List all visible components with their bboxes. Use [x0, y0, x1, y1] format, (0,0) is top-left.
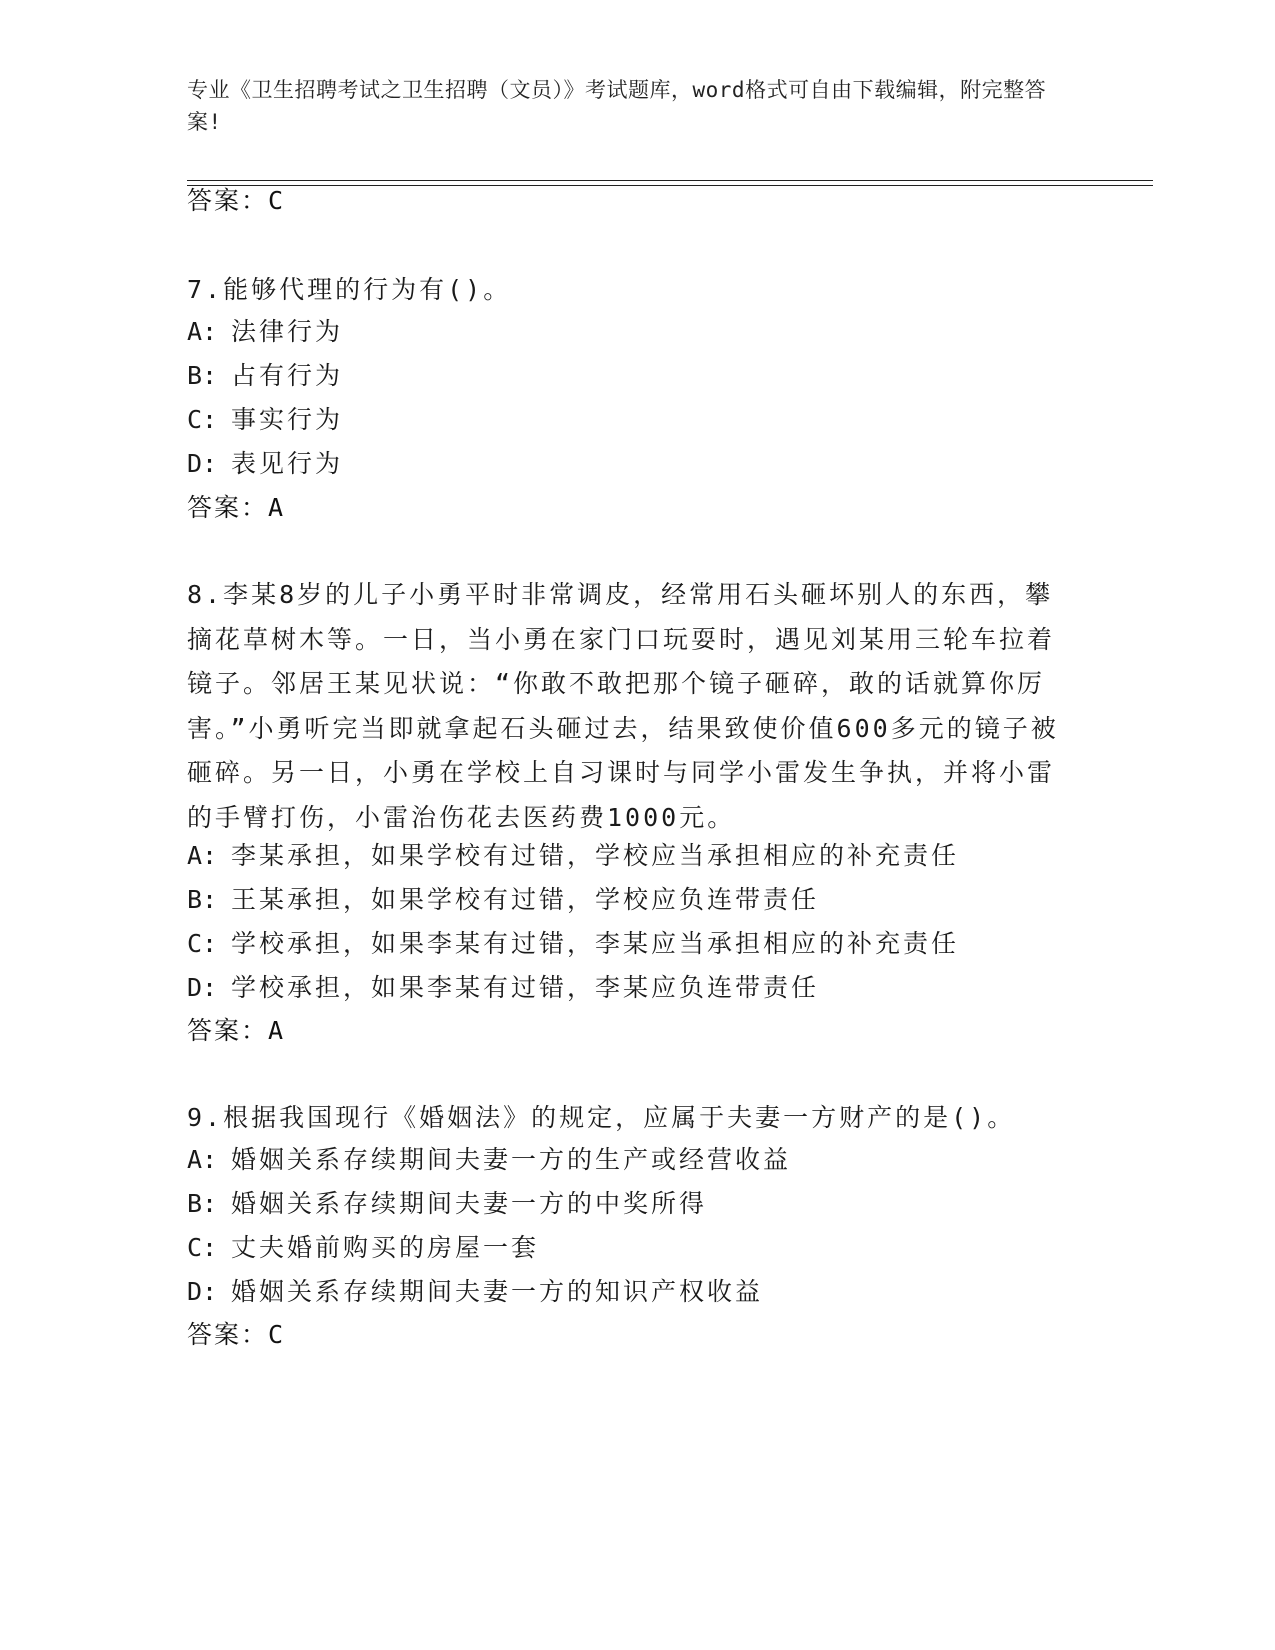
option-letter: A: [187, 1145, 218, 1174]
option-letter: B: [187, 885, 218, 914]
option-letter: D: [187, 449, 218, 478]
option-c [187, 403, 343, 437]
answer-line [187, 1014, 283, 1048]
option-c [187, 927, 959, 961]
answer-value: A [268, 493, 284, 522]
option-text: 占有行为 [231, 361, 344, 390]
answer-line [187, 1318, 283, 1352]
question-stem: 9.根据我国现行《婚姻法》的规定，应属于夫妻一方财产的是()。 [187, 1103, 1016, 1132]
option-text: 法律行为 [231, 317, 344, 346]
option-a [187, 1143, 791, 1177]
option-text: 婚姻关系存续期间夫妻一方的生产或经营收益 [231, 1145, 792, 1174]
option-letter: D: [187, 973, 218, 1002]
option-text: 事实行为 [231, 405, 344, 434]
option-letter: C: [187, 1233, 218, 1262]
option-letter: B: [187, 361, 218, 390]
option-text: 李某承担，如果学校有过错，学校应当承担相应的补充责任 [231, 841, 960, 870]
option-text: 学校承担，如果李某有过错，李某应当承担相应的补充责任 [231, 929, 960, 958]
answer-value: A [268, 1016, 284, 1045]
option-text: 丈夫婚前购买的房屋一套 [231, 1233, 540, 1262]
option-text: 婚姻关系存续期间夫妻一方的中奖所得 [231, 1189, 708, 1218]
option-d [187, 971, 819, 1005]
header-divider-top [187, 180, 1153, 181]
option-text: 王某承担，如果学校有过错，学校应负连带责任 [231, 885, 820, 914]
answer-label: 答案： [187, 186, 269, 215]
option-d [187, 1275, 763, 1309]
answer-value: C [268, 1320, 284, 1349]
option-text: 婚姻关系存续期间夫妻一方的知识产权收益 [231, 1277, 764, 1306]
option-letter: A: [187, 841, 218, 870]
answer-line [187, 491, 283, 525]
answer-line [187, 184, 283, 218]
option-text: 表见行为 [231, 449, 344, 478]
option-b [187, 359, 343, 393]
answer-value: C [268, 186, 284, 215]
option-a [187, 839, 959, 873]
option-letter: B: [187, 1189, 218, 1218]
question-stem: 7.能够代理的行为有()。 [187, 275, 512, 304]
option-b [187, 1187, 707, 1221]
answer-label: 答案： [187, 1320, 269, 1349]
option-letter: D: [187, 1277, 218, 1306]
question-stem: 8.李某8岁的儿子小勇平时非常调皮，经常用石头砸坏别人的东西，攀摘花草树木等。一日，当小勇在家门口玩耍时，遇见刘某用三轮车拉着镜子。邻居王某见状说：“你敢不敢把那个镜子砸碎，敢的话就算你厉害。”小勇听完当即就拿起石头砸过去，结果致使价值600多元的镜子被砸碎。另一日，小勇在学校上自习课时与同学小雷发生争执，并将小雷的手臂打伤，小雷治伤花去医药费1000元。 [187, 580, 1059, 832]
document-header: 专业《卫生招聘考试之卫生招聘（文员）》考试题库，word格式可自由下载编辑，附完整答案! [187, 78, 1047, 134]
header-divider-bottom [187, 185, 1153, 186]
option-b [187, 883, 819, 917]
option-letter: C: [187, 405, 218, 434]
option-d [187, 447, 343, 481]
option-letter: C: [187, 929, 218, 958]
option-a [187, 315, 343, 349]
option-c [187, 1231, 539, 1265]
option-text: 学校承担，如果李某有过错，李某应负连带责任 [231, 973, 820, 1002]
option-letter: A: [187, 317, 218, 346]
answer-label: 答案： [187, 493, 269, 522]
answer-label: 答案： [187, 1016, 269, 1045]
